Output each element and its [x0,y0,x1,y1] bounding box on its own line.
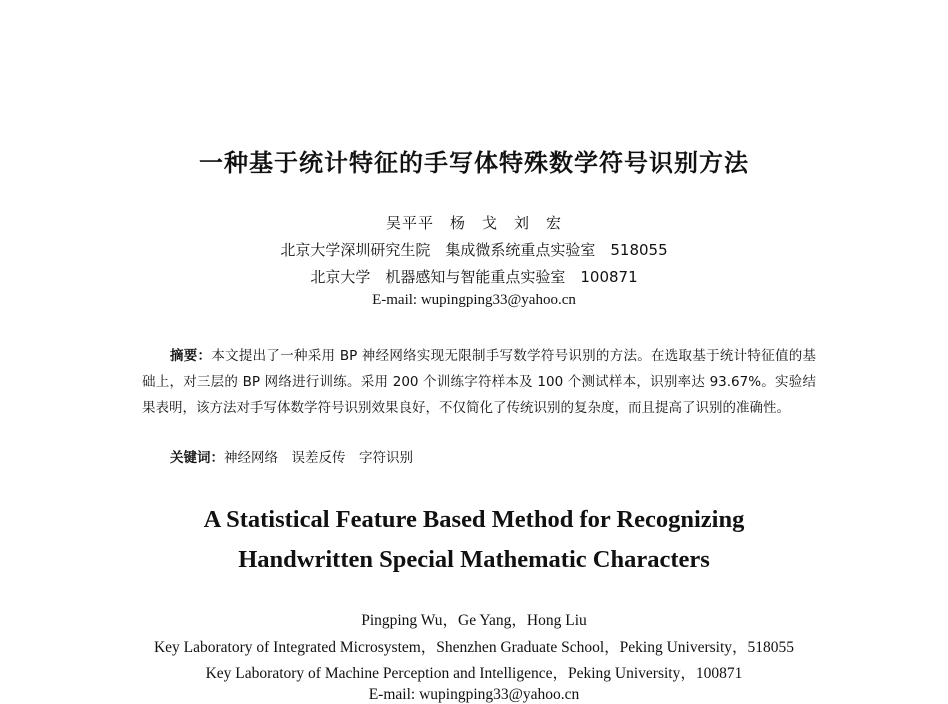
keywords-text: 神经网络 误差反传 字符识别 [224,450,413,466]
chinese-authors: 吴平平 杨 戈 刘 宏 [385,214,562,232]
english-title-line-2: Handwritten Special Mathematic Characters [238,546,710,573]
english-title-line-1: A Statistical Feature Based Method for Recognizing [203,506,745,533]
chinese-title: 一种基于统计特征的手写体特殊数学符号识别方法 [199,149,749,177]
english-affiliation-1: Key Laboratory of Integrated Microsystem，Shenzhen Graduate School，Peking University，518055 [153,639,795,656]
abstract-label: 摘要： [170,348,212,364]
chinese-email: E-mail: wupingping33@yahoo.cn [372,292,576,308]
chinese-keywords [170,446,413,466]
english-authors: Pingping Wu，Ge Yang，Hong Liu [361,612,587,629]
chinese-affiliation-1: 北京大学深圳研究生院 集成微系统重点实验室 518055 [280,241,668,259]
english-email: E-mail: wupingping33@yahoo.cn [368,686,580,703]
keywords-label: 关键词： [170,450,224,466]
chinese-affiliation-2: 北京大学 机器感知与智能重点实验室 100871 [310,268,638,286]
english-affiliation-2: Key Laboratory of Machine Perception and Intelligence，Peking University，100871 [205,665,743,682]
abstract-text: 本文提出了一种采用 BP 神经网络实现无限制手写数学符号识别的方法。在选取基于统计特征值的基础上，对三层的 BP 网络进行训练。采用 200 个训练字符样本及 100 个测试样本，识别率达 93.67%。实验结果表明，该方法对手写体数学符号识别效果良好，不仅简化了传统识别的复杂度，而且提高了识别的准确性。 [142,348,817,416]
chinese-abstract [142,343,816,421]
